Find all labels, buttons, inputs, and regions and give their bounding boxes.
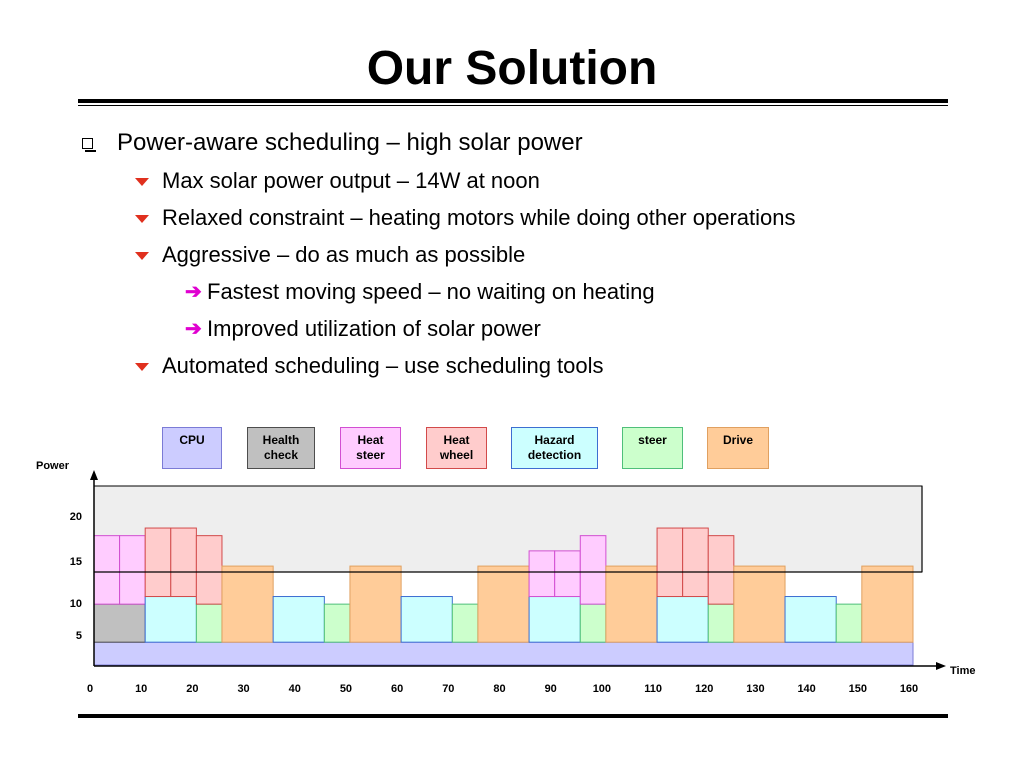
task-bar xyxy=(657,597,708,643)
legend-label: check xyxy=(263,448,299,462)
x-tick-label: 110 xyxy=(644,683,662,695)
task-bar xyxy=(171,528,197,596)
legend-label: Health xyxy=(262,433,300,447)
bullet-level2: Aggressive – do as much as possible xyxy=(162,242,526,267)
task-bar xyxy=(708,604,734,642)
x-tick-label: 20 xyxy=(186,683,199,695)
task-bar xyxy=(529,551,555,597)
x-tick-label: 140 xyxy=(797,683,816,695)
task-bar xyxy=(734,566,785,642)
bullet-level3: Improved utilization of solar power xyxy=(207,316,541,341)
slide-title: Our Solution xyxy=(366,42,658,95)
task-bar xyxy=(529,597,580,643)
x-tick-label: 80 xyxy=(493,683,506,695)
task-bar xyxy=(273,597,324,643)
bullet-level1: Power-aware scheduling – high solar power xyxy=(117,129,583,156)
legend-label: Hazard xyxy=(534,433,575,447)
x-tick-label: 90 xyxy=(544,683,557,695)
y-tick-label: 20 xyxy=(69,511,82,523)
legend-label: wheel xyxy=(439,448,474,462)
y-tick-label: 10 xyxy=(69,598,82,610)
task-bar xyxy=(120,536,146,604)
task-bar xyxy=(145,597,196,643)
legend-label: detection xyxy=(527,448,582,462)
x-tick-label: 50 xyxy=(339,683,353,695)
x-tick-label: 0 xyxy=(86,683,94,695)
task-bar xyxy=(478,566,529,642)
x-tick-label: 120 xyxy=(695,683,714,695)
x-axis-label: Time xyxy=(950,665,976,677)
task-bar xyxy=(785,597,836,643)
y-axis-arrow-icon xyxy=(90,470,98,480)
x-tick-label: 100 xyxy=(592,683,612,695)
task-bar xyxy=(580,536,606,604)
x-axis-arrow-icon xyxy=(936,662,946,670)
task-bar xyxy=(222,566,273,642)
bullet-level2: Relaxed constraint – heating motors while doing other operations xyxy=(162,205,796,230)
x-tick-label: 40 xyxy=(288,683,301,695)
y-axis-label: Power xyxy=(36,460,70,472)
legend-label: steer xyxy=(356,448,385,462)
task-bar xyxy=(555,551,581,597)
x-tick-label: 70 xyxy=(442,683,455,695)
task-bar xyxy=(94,604,145,642)
bullet-level3: Fastest moving speed – no waiting on heating xyxy=(207,279,655,304)
x-tick-label: 160 xyxy=(899,683,919,695)
task-bar xyxy=(862,566,913,642)
y-tick-label: 5 xyxy=(75,630,82,642)
task-bar xyxy=(350,566,401,642)
magenta-arrow-icon: ➔ xyxy=(185,318,202,340)
task-bar xyxy=(94,642,913,665)
task-bar xyxy=(836,604,862,642)
task-bar xyxy=(708,536,734,604)
magenta-arrow-icon: ➔ xyxy=(185,281,202,303)
legend-label: Drive xyxy=(722,433,754,447)
legend-label: Heat xyxy=(443,433,470,447)
task-bar xyxy=(145,528,171,596)
task-bar xyxy=(196,604,222,642)
x-tick-label: 10 xyxy=(135,683,148,695)
task-bar xyxy=(94,536,120,604)
task-bar xyxy=(580,604,606,642)
y-tick-label: 15 xyxy=(69,556,82,568)
task-bar xyxy=(196,536,222,604)
legend-label: steer xyxy=(638,433,667,447)
x-tick-label: 60 xyxy=(391,683,404,695)
task-bar xyxy=(683,528,709,596)
task-bar xyxy=(452,604,478,642)
x-tick-label: 130 xyxy=(746,683,765,695)
x-tick-label: 150 xyxy=(848,683,867,695)
task-bar xyxy=(324,604,350,642)
legend-label: CPU xyxy=(179,433,205,447)
legend-label: Heat xyxy=(357,433,384,447)
task-bar xyxy=(401,597,452,643)
bullet-level2: Automated scheduling – use scheduling tools xyxy=(162,353,604,378)
footer-divider xyxy=(78,714,948,718)
x-tick-label: 30 xyxy=(237,683,250,695)
bullet-level2: Max solar power output – 14W at noon xyxy=(162,168,540,193)
task-bar xyxy=(657,528,683,596)
task-bar xyxy=(606,566,657,642)
